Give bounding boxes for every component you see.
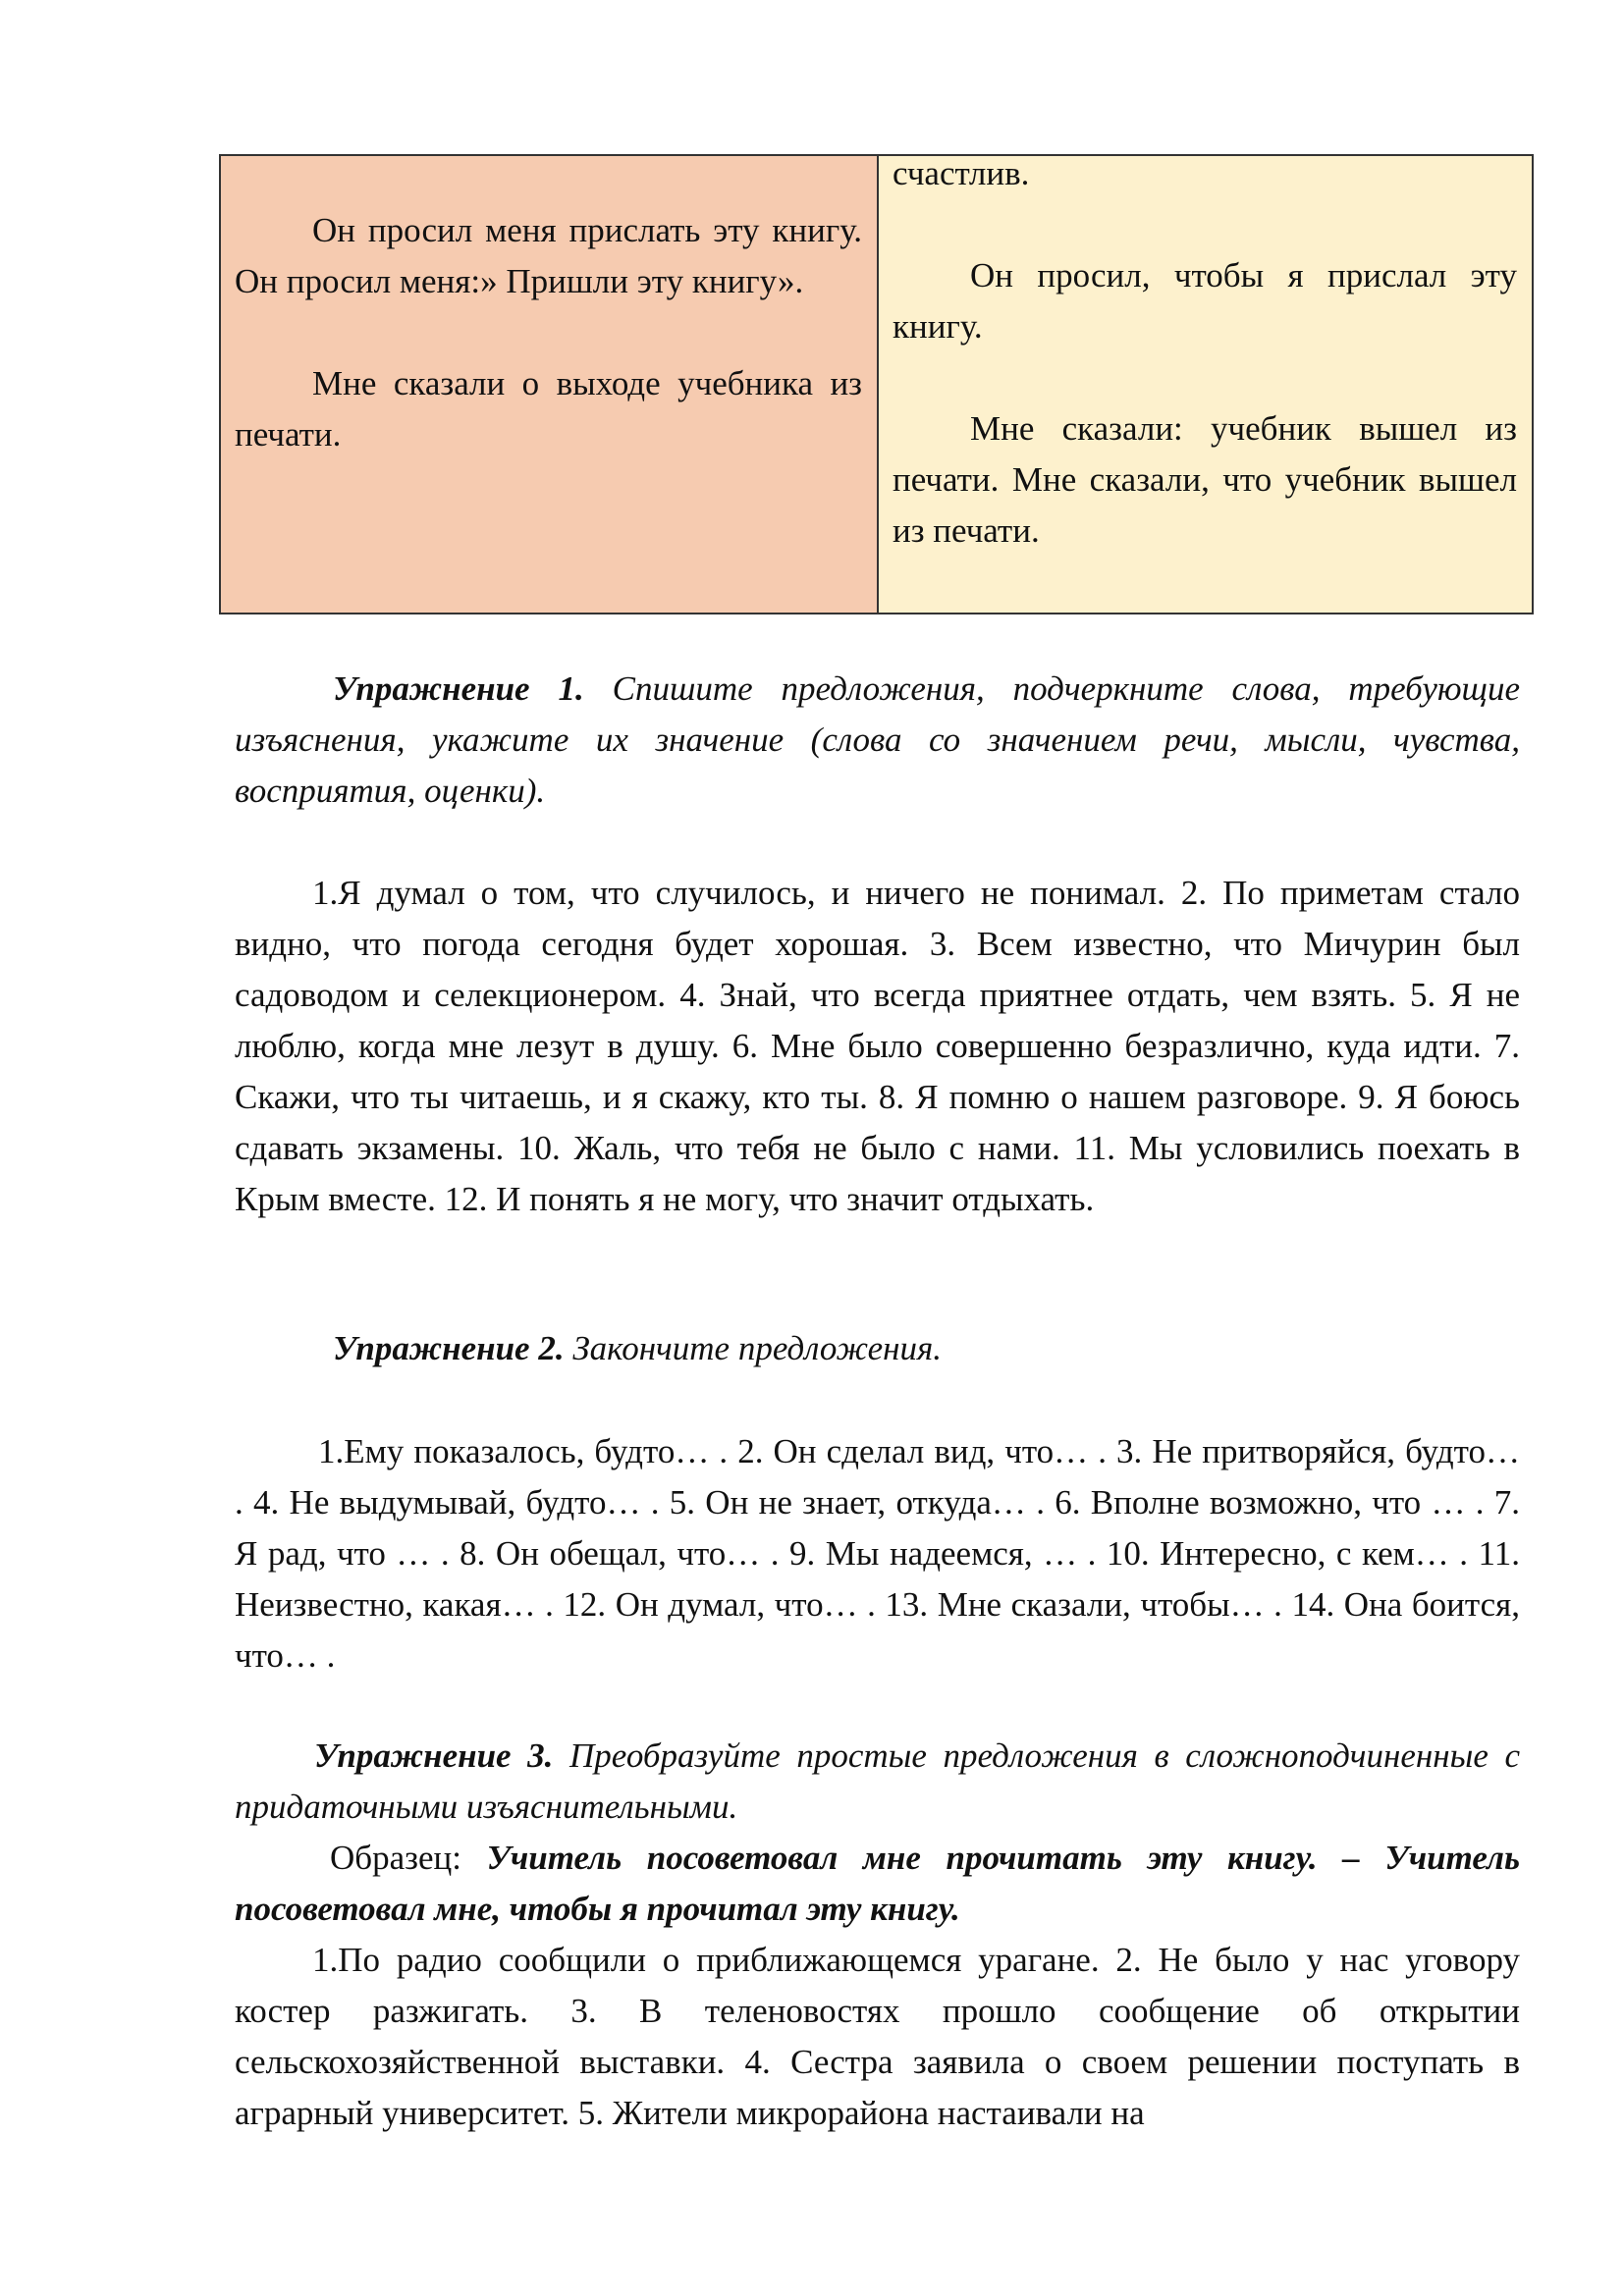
exercise-3-sample-text: Учитель посоветовал мне прочитать эту книгу. – Учитель посоветовал мне, чтобы я прочитал эту книгу.	[235, 1839, 1520, 1928]
table-cell-left	[221, 156, 879, 613]
exercise-2-heading	[235, 1323, 1520, 1374]
exercise-1-sentences: 1.Я думал о том, что случилось, и ничего не понимал. 2. По приметам стало видно, что погода сегодня будет хорошая. 3. Всем известно, что Мичурин был садоводом и селекционером. 4. Знай, что всегда приятнее отдать, чем взять. 5. Я не люблю, когда мне лезут в душу. 6. Мне было совершенно безразлично, куда идти. 7. Скажи, что ты читаешь, и я скажу, кто ты. 8. Я помню о нашем разговоре. 9. Я боюсь сдавать экзамены. 10. Жаль, что тебя не было с нами. 11. Мы условились поехать в Крым вместе. 12. И понять я не могу, что значит отдыхать.	[235, 874, 1520, 1218]
exercise-3-label: Упражнение 3.	[314, 1736, 554, 1775]
exercise-3-sentences: 1.По радио сообщили о приближающемся урагане. 2. Не было у нас уговору костер разжигать. 3. В теленовостях прошло сообщение об открытии сельскохозяйственной выставки. 4. Сестра заявила о своем решении поступать в аграрный университет. 5. Жители микрорайона настаивали на	[235, 1941, 1520, 2132]
exercise-2-sentences: 1.Ему показалось, будто… . 2. Он сделал вид, что… . 3. Не притворяйся, будто… . 4. Не выдумывай, будто… . 5. Он не знает, откуда… . 6. Вполне возможно, что … . 7. Я рад, что … . 8. Он обещал, что… . 9. Мы надеемся, … . 10. Интересно, с кем… . 11. Неизвестно, какая… . 12. Он думал, что… . 13. Мне сказали, чтобы… . 14. Она боится, что… .	[235, 1432, 1520, 1675]
exercise-1-text	[235, 868, 1520, 1225]
exercise-3-sample-label: Образец:	[330, 1839, 461, 1877]
table-right-paragraph-1: Он просил, чтобы я прислал эту книгу.	[893, 256, 1517, 346]
table-left-paragraph-1: Он просил меня прислать эту книгу. Он просил меня:» Пришли эту книгу».	[235, 211, 862, 300]
comparison-table	[219, 154, 1534, 614]
exercise-1-task: Спишите предложения, подчеркните слова, требующие изъяснения, укажите их значение (слова со значением речи, мысли, чувства, восприятия, оценки).	[235, 669, 1520, 810]
table-left-paragraph-2: Мне сказали о выходе учебника из печати.	[235, 364, 862, 454]
exercise-2-label: Упражнение 2.	[333, 1329, 565, 1367]
table-right-paragraph-0: счастлив.	[893, 154, 1030, 192]
exercise-2-task: Закончите предложения.	[572, 1329, 943, 1367]
exercise-1-label: Упражнение 1.	[333, 669, 584, 708]
exercise-3-task: Преобразуйте простые предложения в сложноподчиненные с придаточными изъяснительными.	[235, 1736, 1520, 1826]
exercise-3-heading	[235, 1731, 1520, 2139]
table-cell-right	[879, 156, 1532, 613]
table-right-paragraph-2: Мне сказали: учебник вышел из печати. Мне сказали, что учебник вышел из печати.	[893, 409, 1517, 550]
exercise-1-heading	[235, 664, 1520, 817]
exercise-2-text	[235, 1426, 1520, 1682]
